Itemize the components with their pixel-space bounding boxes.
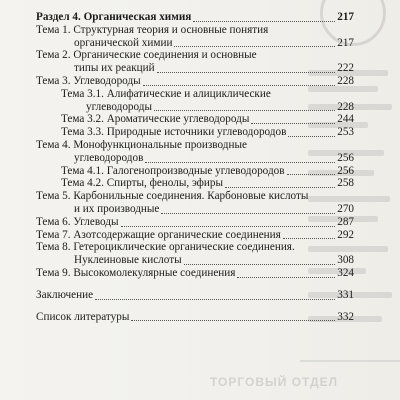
dot-leader	[283, 237, 335, 239]
dot-leader	[161, 212, 335, 214]
toc-entry-title: Тема 4.1. Галогенопроизводные углеводородов	[61, 164, 285, 177]
toc-entry-title: Тема 9. Высокомолекулярные соединения	[36, 266, 236, 279]
dot-leader	[145, 161, 335, 163]
toc-entry-page: 253	[337, 126, 354, 139]
toc-entry-page: 244	[337, 113, 354, 126]
toc-entry-title: Тема 6. Углеводы	[36, 215, 119, 228]
toc-entry[interactable]	[36, 165, 354, 178]
toc-entry-title: Тема 3.3. Природные источники углеводородов	[61, 126, 287, 139]
toc-entry-title-continued: углеводороды	[86, 100, 152, 113]
dot-leader	[237, 276, 335, 278]
dot-leader	[157, 71, 336, 73]
dot-leader	[193, 20, 335, 22]
dot-leader	[184, 263, 336, 265]
toc-entry[interactable]	[36, 241, 354, 267]
show-through-text: ТОРГОВЫЙ ОТДЕЛ	[210, 375, 339, 389]
toc-entry[interactable]	[36, 190, 354, 216]
toc-entry-title: Тема 5. Карбонильные соединения. Карбоновые кислоты	[36, 190, 309, 203]
toc-entry-title-continued: типы их реакций	[74, 62, 155, 75]
toc-conclusion-title: Заключение	[36, 288, 94, 301]
toc-entry[interactable]	[36, 113, 354, 126]
toc-entry-page: 270	[337, 202, 354, 215]
dot-leader	[287, 173, 336, 175]
toc-entry-page: 256	[337, 164, 354, 177]
toc-entry-title: Тема 7. Азотсодержащие органические соединения	[36, 228, 281, 241]
toc-entry-page: 287	[337, 215, 354, 228]
toc-entry-title: Тема 8. Гетероциклические органические соединения.	[36, 241, 295, 254]
toc-entry[interactable]	[36, 229, 354, 242]
toc-entry-page: 324	[337, 266, 354, 279]
toc-entries	[36, 24, 354, 280]
toc-entry-title: Тема 1. Структурная теория и основные понятия	[36, 23, 269, 36]
table-of-contents	[36, 8, 354, 323]
dot-leader	[143, 84, 336, 86]
dot-leader	[174, 45, 335, 47]
toc-entry[interactable]	[36, 75, 354, 88]
toc-entry-title: Тема 2. Органические соединения и основные	[36, 49, 257, 62]
toc-entry-page: 258	[337, 177, 354, 190]
toc-entry[interactable]	[36, 126, 354, 139]
toc-entry-page: 308	[337, 254, 354, 267]
dot-leader	[225, 186, 335, 188]
toc-entry-page: 222	[337, 62, 354, 75]
toc-entry-title: Тема 3.2. Ароматические углеводороды	[61, 113, 250, 126]
toc-entry[interactable]	[36, 177, 354, 190]
dot-leader	[131, 319, 335, 321]
toc-section-heading[interactable]	[36, 11, 354, 24]
toc-entry-title: Тема 4. Монофункциональные производные	[36, 138, 247, 151]
toc-entry-title: Тема 4.2. Спирты, фенолы, эфиры	[61, 177, 224, 190]
toc-entry-title: Тема 3.1. Алифатические и алициклические	[61, 87, 271, 100]
toc-entry-page: 228	[337, 100, 354, 113]
toc-conclusion[interactable]	[36, 289, 354, 302]
toc-entry[interactable]	[36, 49, 354, 75]
toc-entry[interactable]	[36, 24, 354, 50]
toc-conclusion-page: 331	[337, 288, 354, 301]
toc-entry-page: 217	[337, 36, 354, 49]
toc-entry-page: 228	[337, 74, 354, 87]
dot-leader	[251, 122, 335, 124]
dot-leader	[95, 298, 335, 300]
toc-entry-page: 256	[337, 151, 354, 164]
dot-leader	[288, 135, 335, 137]
toc-references-page: 332	[337, 310, 354, 323]
toc-entry-title-continued: органической химии	[74, 36, 173, 49]
toc-entry-title-continued: углеводородов	[74, 151, 144, 164]
toc-entry-title-continued: и их производные	[74, 202, 160, 215]
toc-entry[interactable]	[36, 139, 354, 165]
toc-entry[interactable]	[36, 88, 354, 114]
toc-entry-page: 292	[337, 228, 354, 241]
toc-entry-title: Тема 3. Углеводороды	[36, 74, 141, 87]
toc-entry-title-continued: Нуклеиновые кислоты	[74, 254, 182, 267]
toc-entry[interactable]	[36, 267, 354, 280]
toc-section-title: Раздел 4. Органическая химия	[36, 11, 192, 23]
toc-section-page: 217	[337, 11, 354, 23]
toc-references[interactable]	[36, 311, 354, 324]
toc-references-title: Список литературы	[36, 310, 130, 323]
dot-leader	[121, 225, 336, 227]
dot-leader	[154, 109, 335, 111]
toc-entry[interactable]	[36, 216, 354, 229]
